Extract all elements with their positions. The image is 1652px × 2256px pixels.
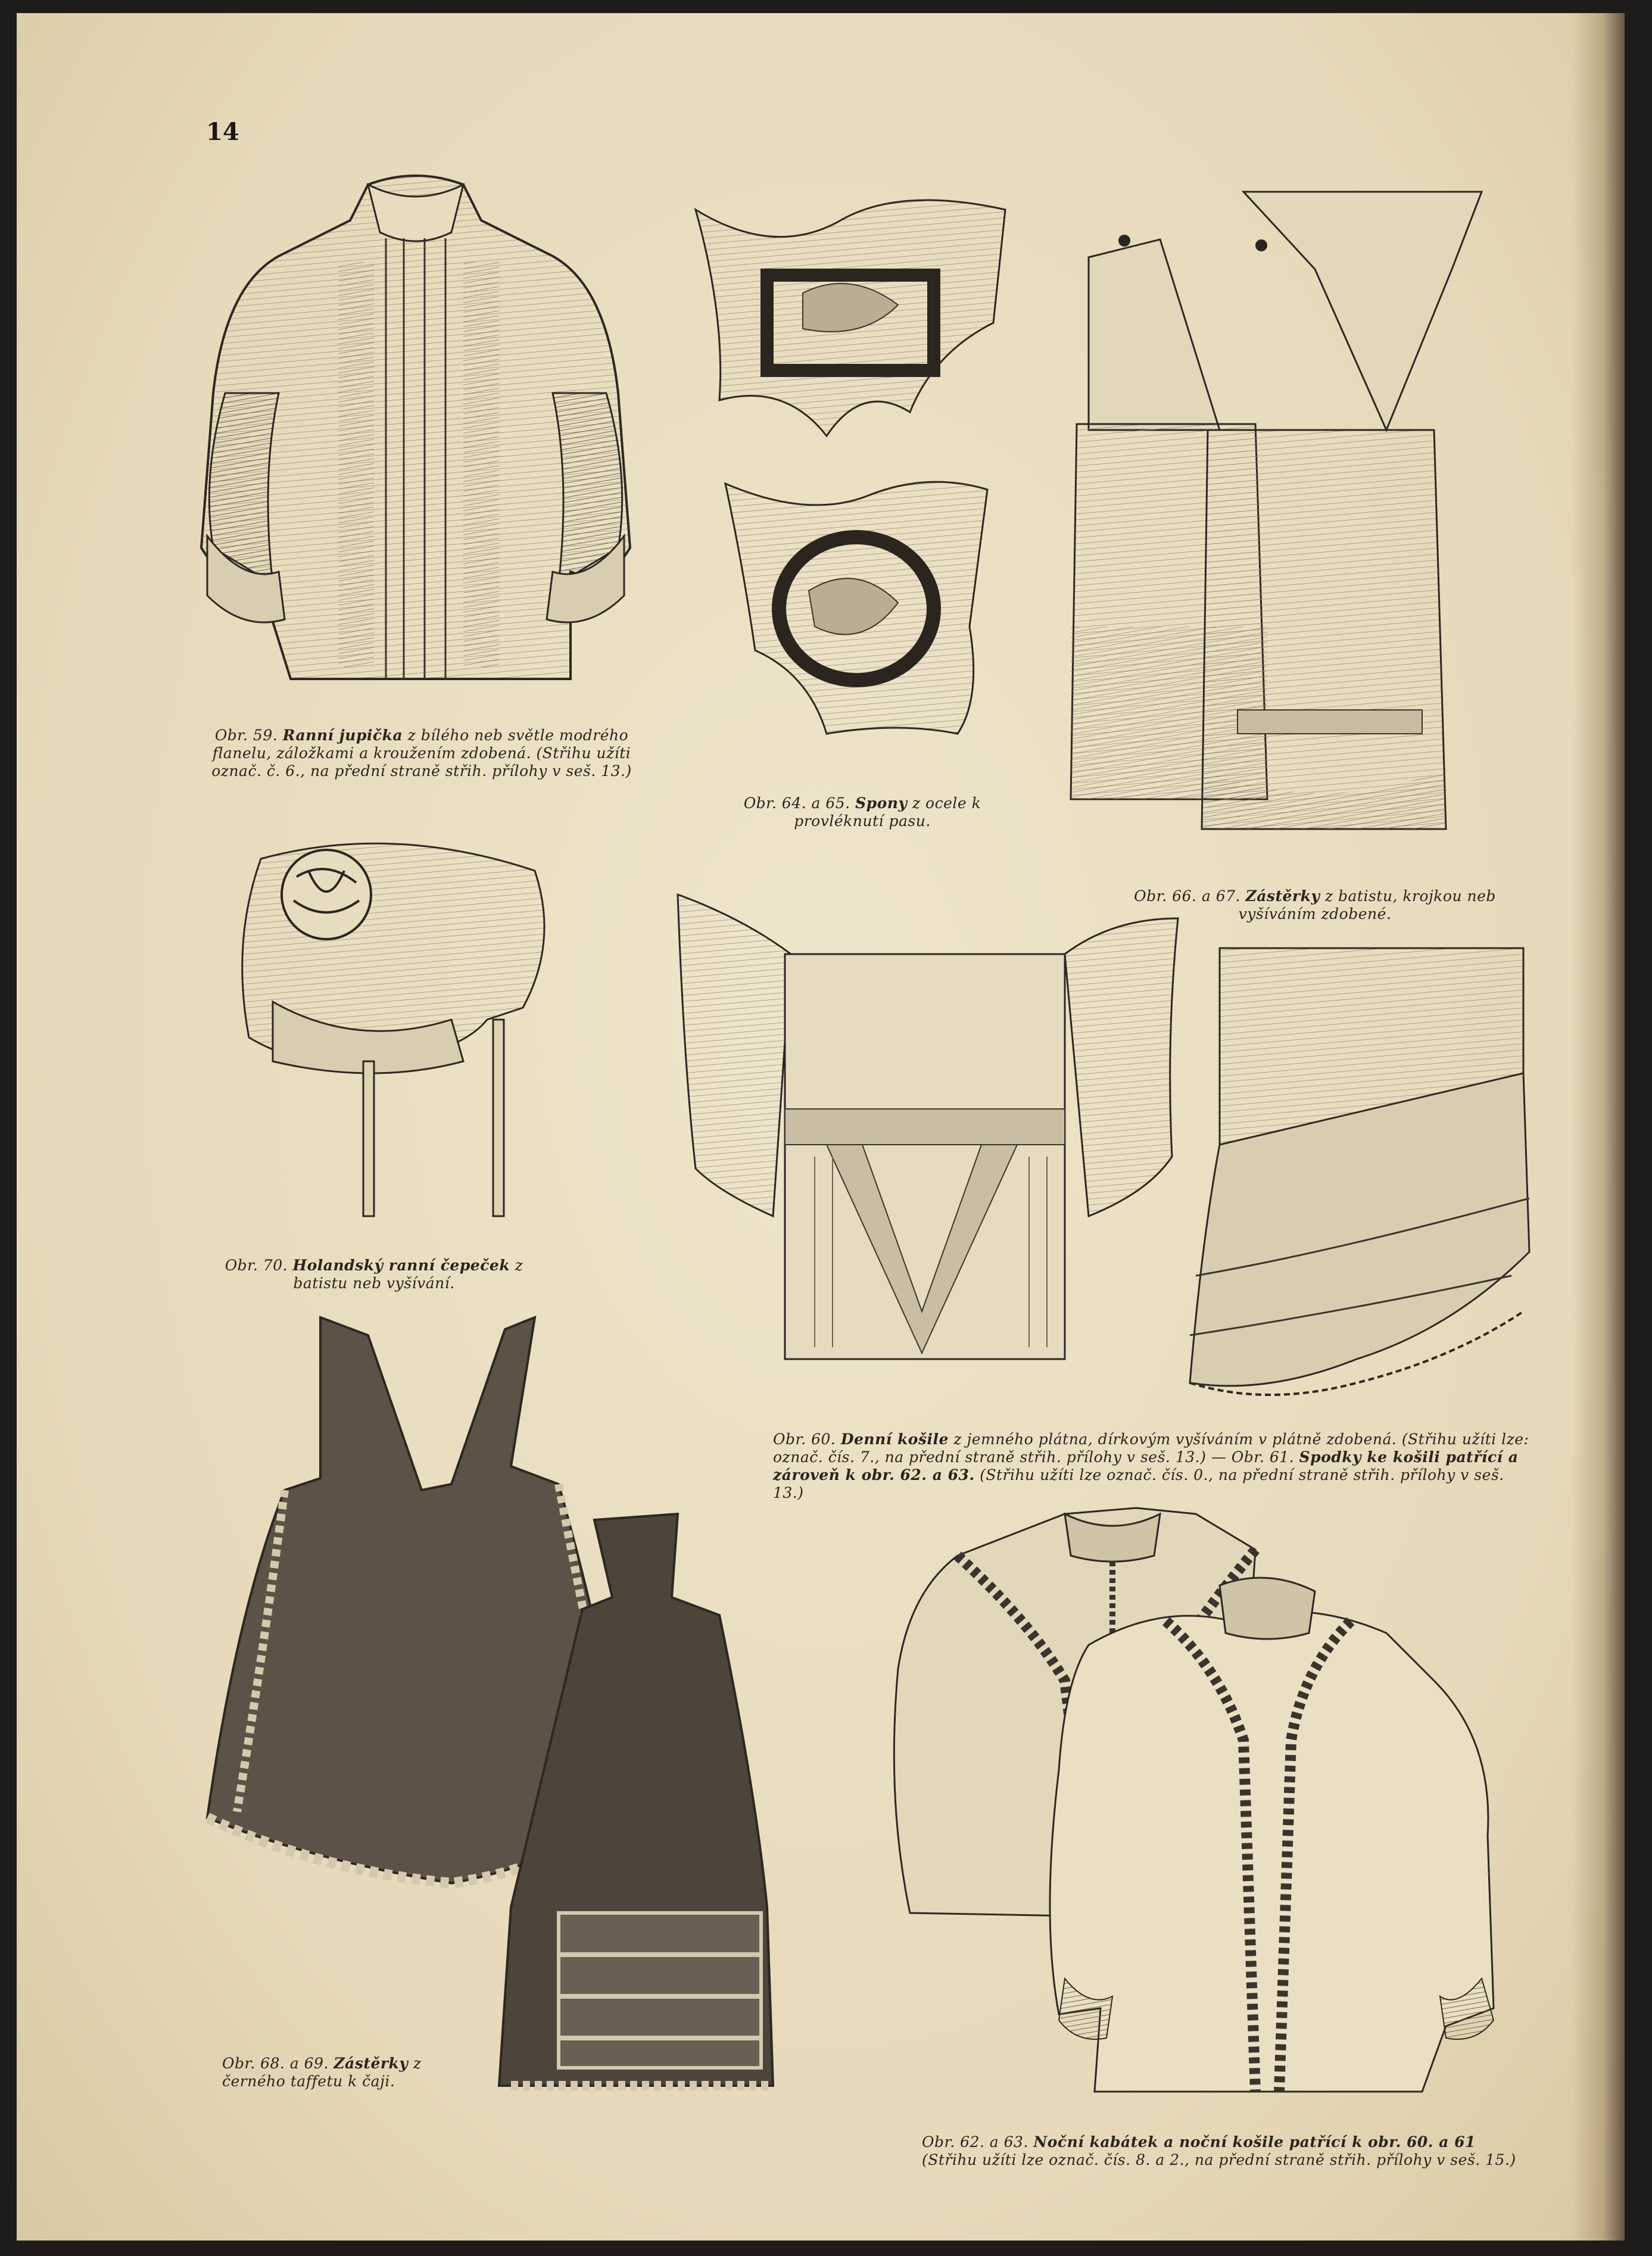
illustration-buckle-64 [684,186,1017,442]
caption-fig62-63-title: Noční kabátek a noční košile patřící k obr. 60. a 61 [1033,2133,1476,2151]
illustration-buckle-65 [719,472,993,746]
morning-jacket-engraving [189,167,642,697]
caption-fig60-text: z jemného plátna, dírkovým vyšíváním v plátně zdobená. (Střihu užíti lze: označ. čís. 7., na přední straně střih. přílohy v seš. 13.) — [773,1431,1529,1466]
caption-fig59 [195,727,648,780]
drawers-engraving [1178,942,1535,1413]
page-gutter-shadow [1571,13,1625,2241]
caption-fig62-63-number: Obr. 62. a 63. [922,2133,1028,2151]
caption-fig68-69-number: Obr. 68. a 69. [222,2055,329,2072]
caption-fig66-67-number: Obr. 66. a 67. [1134,887,1240,905]
illustration-drawers [1178,942,1535,1413]
illustration-chemise [672,883,1184,1371]
caption-fig61-text: (Střihu užíti lze označ. čís. 0., na přední straně střih. přílohy v seš. 13.) [773,1466,1504,1501]
caption-fig70 [207,1257,541,1292]
aprons-68-69-engraving [201,1311,850,2104]
page-number: 14 [206,118,239,146]
caption-fig68-69-text: z černého taffetu k čaji. [222,2055,422,2090]
chemise-engraving [672,883,1184,1371]
caption-fig66-67-title: Zástěrky [1245,887,1320,905]
buckle-64-engraving [684,186,1017,442]
illustration-morning-jacket [189,167,642,697]
illustration-night-jacket-shirt [886,1502,1529,2104]
illustration-aprons-68-69 [201,1311,850,2104]
illustration-dutch-cap [237,823,559,1222]
caption-fig70-title: Holandský ranní čepeček [292,1257,510,1274]
caption-fig70-text: z batistu neb vyšívání. [293,1257,523,1292]
caption-fig60-title: Denní košile [840,1431,949,1448]
caption-fig66-67-text: z batistu, krojkou neb vyšíváním zdobené. [1238,887,1496,923]
aprons-66-67-engraving [1065,174,1517,859]
caption-fig70-number: Obr. 70. [225,1257,288,1274]
caption-fig68-69-title: Zástěrky [333,2055,409,2072]
caption-fig59-number: Obr. 59. [214,727,278,744]
caption-fig61-title: Spodky ke košili patřící a zároveň k obr. 62. a 63. [773,1448,1519,1484]
caption-fig60-number: Obr. 60. [773,1431,836,1448]
caption-fig62-63 [922,2133,1529,2169]
caption-fig59-title: Ranní jupička [282,727,403,744]
caption-fig64-65-text: z ocele k provléknutí pasu. [794,794,981,830]
magazine-page [17,13,1625,2241]
illustration-aprons-66-67 [1065,174,1517,859]
caption-fig64-65-number: Obr. 64. a 65. [743,794,850,812]
buckle-65-engraving [719,472,993,746]
caption-fig60-61 [773,1431,1529,1502]
caption-fig61-number: Obr. 61. [1231,1448,1295,1466]
caption-fig59-text: z bílého neb světle modrého flanelu, záložkami a kroužením zdobená. (Střihu užíti označ. č. 6., na přední straně střih. přílohy v seš. 13.) [211,727,632,780]
caption-fig68-69 [222,2055,472,2090]
caption-fig64-65-title: Spony [855,794,908,812]
dutch-cap-engraving [237,823,559,1222]
caption-fig64-65 [707,794,1017,830]
night-jacket-shirt-engraving [886,1502,1529,2104]
caption-fig62-63-text: (Střihu užíti lze označ. čís. 8. a 2., na přední straně střih. přílohy v seš. 15.) [922,2151,1516,2168]
